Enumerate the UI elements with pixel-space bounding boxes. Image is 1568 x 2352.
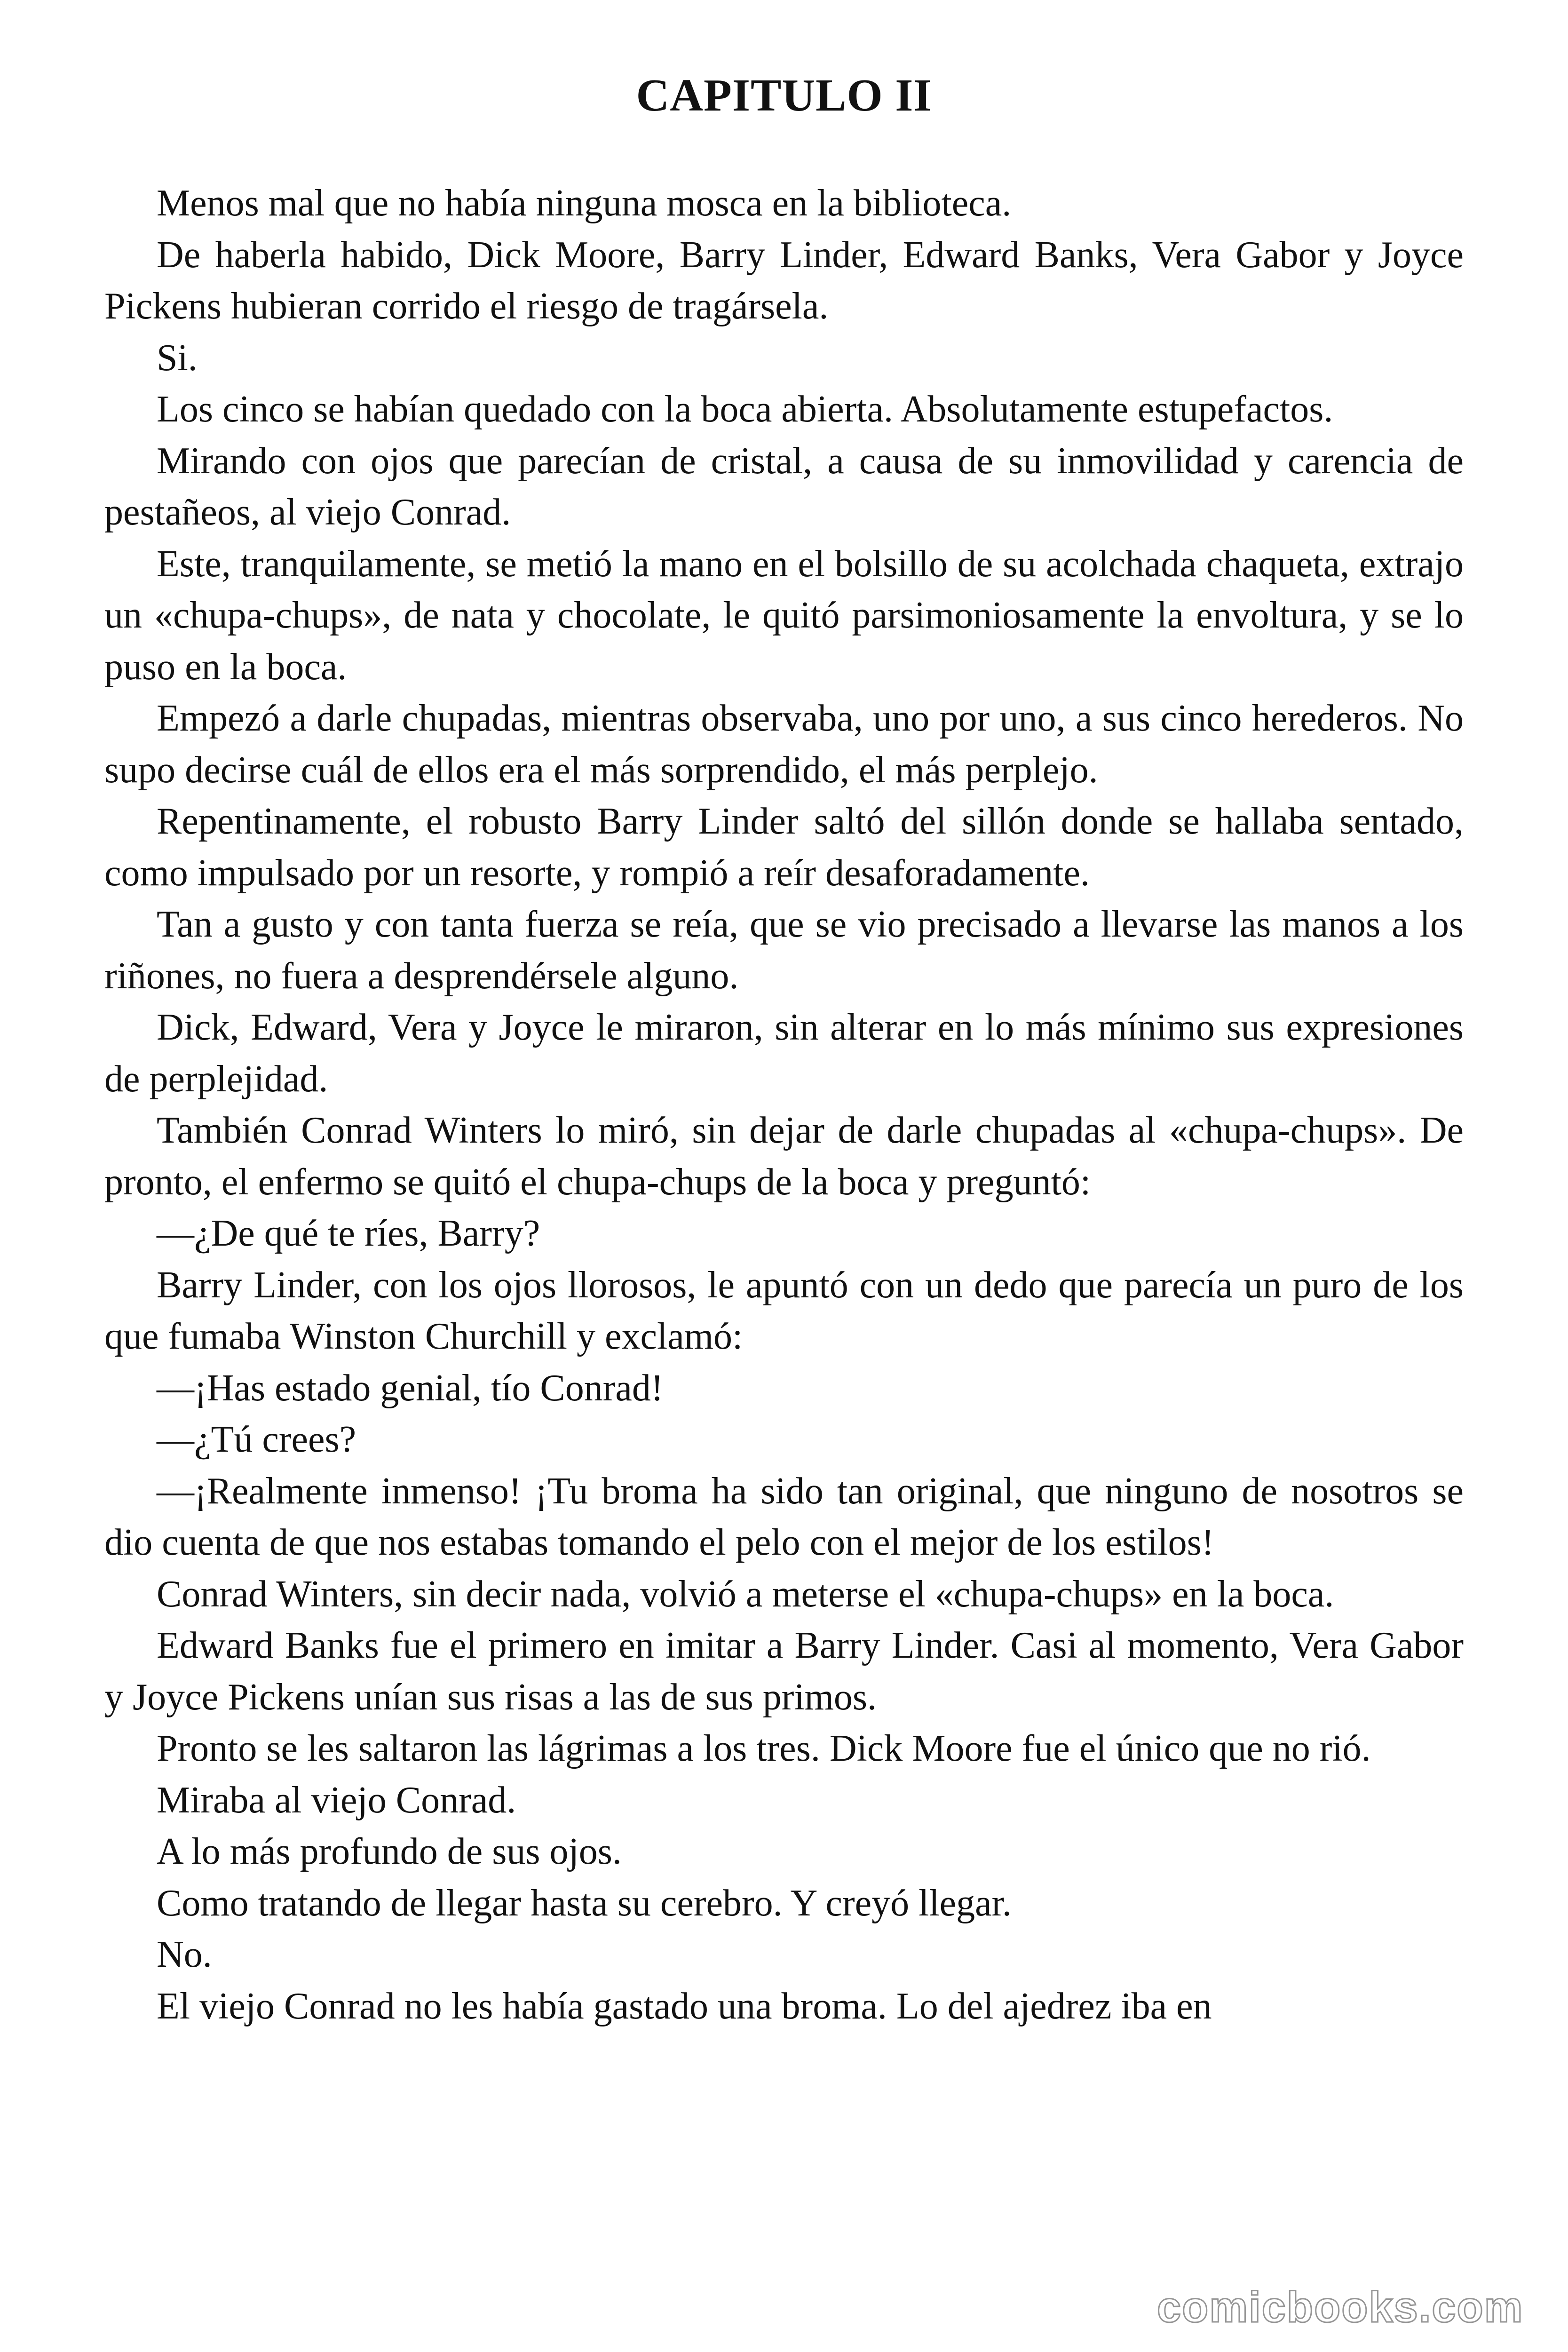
paragraph: —¡Realmente inmenso! ¡Tu broma ha sido tan original, que ninguno de nosotros se dio cuenta de que nos estabas tomando el pelo con el mejor de los estilos! <box>104 1470 1464 1563</box>
paragraph: Miraba al viejo Conrad. <box>157 1779 516 1821</box>
paragraph: —¡Has estado genial, tío Conrad! <box>157 1367 664 1409</box>
paragraph: Menos mal que no había ninguna mosca en la biblioteca. <box>157 183 1012 224</box>
paragraph: También Conrad Winters lo miró, sin dejar de darle chupadas al «chupa-chups». De pronto, el enfermo se quitó el chupa-chups de la boca y preguntó: <box>104 1110 1464 1203</box>
paragraph: —¿Tú crees? <box>157 1419 356 1460</box>
paragraph: Empezó a darle chupadas, mientras observaba, uno por uno, a sus cinco herederos. No supo decirse cuál de ellos era el más sorprendido, el más perplejo. <box>104 698 1464 791</box>
paragraph: Pronto se les saltaron las lágrimas a los tres. Dick Moore fue el único que no rió. <box>157 1728 1371 1769</box>
paragraph: A lo más profundo de sus ojos. <box>157 1831 622 1872</box>
paragraph: Este, tranquilamente, se metió la mano en el bolsillo de su acolchada chaqueta, extrajo un «chupa-chups», de nata y chocolate, le quitó parsimoniosamente la envoltura, y se lo puso en la boca. <box>104 543 1464 688</box>
paragraph: Como tratando de llegar hasta su cerebro. Y creyó llegar. <box>157 1882 1012 1924</box>
paragraph: Conrad Winters, sin decir nada, volvió a meterse el «chupa-chups» en la boca. <box>157 1573 1334 1615</box>
paragraph: De haberla habido, Dick Moore, Barry Linder, Edward Banks, Vera Gabor y Joyce Pickens hubieran corrido el riesgo de tragársela. <box>104 234 1464 327</box>
paragraph: Mirando con ojos que parecían de cristal, a causa de su inmovilidad y carencia de pestañeos, al viejo Conrad. <box>104 440 1464 533</box>
paragraph: Tan a gusto y con tanta fuerza se reía, que se vio precisado a llevarse las manos a los riñones, no fuera a desprendérsele alguno. <box>104 904 1464 997</box>
paragraph: Los cinco se habían quedado con la boca abierta. Absolutamente estupefactos. <box>157 389 1333 430</box>
paragraph: Dick, Edward, Vera y Joyce le miraron, sin alterar en lo más mínimo sus expresiones de perplejidad. <box>104 1007 1464 1100</box>
paragraph: —¿De qué te ríes, Barry? <box>157 1213 540 1254</box>
chapter-title: CAPITULO II <box>636 70 932 121</box>
paragraph: El viejo Conrad no les había gastado una broma. Lo del ajedrez iba en <box>157 1985 1212 2027</box>
paragraph: Si. <box>157 337 198 379</box>
paragraph: Barry Linder, con los ojos llorosos, le apuntó con un dedo que parecía un puro de los que fumaba Winston Churchill y exclamó: <box>104 1264 1464 1357</box>
paragraph: Edward Banks fue el primero en imitar a Barry Linder. Casi al momento, Vera Gabor y Joyce Pickens unían sus risas a las de sus primos. <box>104 1625 1464 1718</box>
watermark: comicbooks.com <box>1157 2283 1524 2331</box>
paragraph: No. <box>157 1934 212 1975</box>
body-text <box>104 178 1464 2032</box>
paragraph: Repentinamente, el robusto Barry Linder saltó del sillón donde se hallaba sentado, como impulsado por un resorte, y rompió a reír desaforadamente. <box>104 801 1464 894</box>
